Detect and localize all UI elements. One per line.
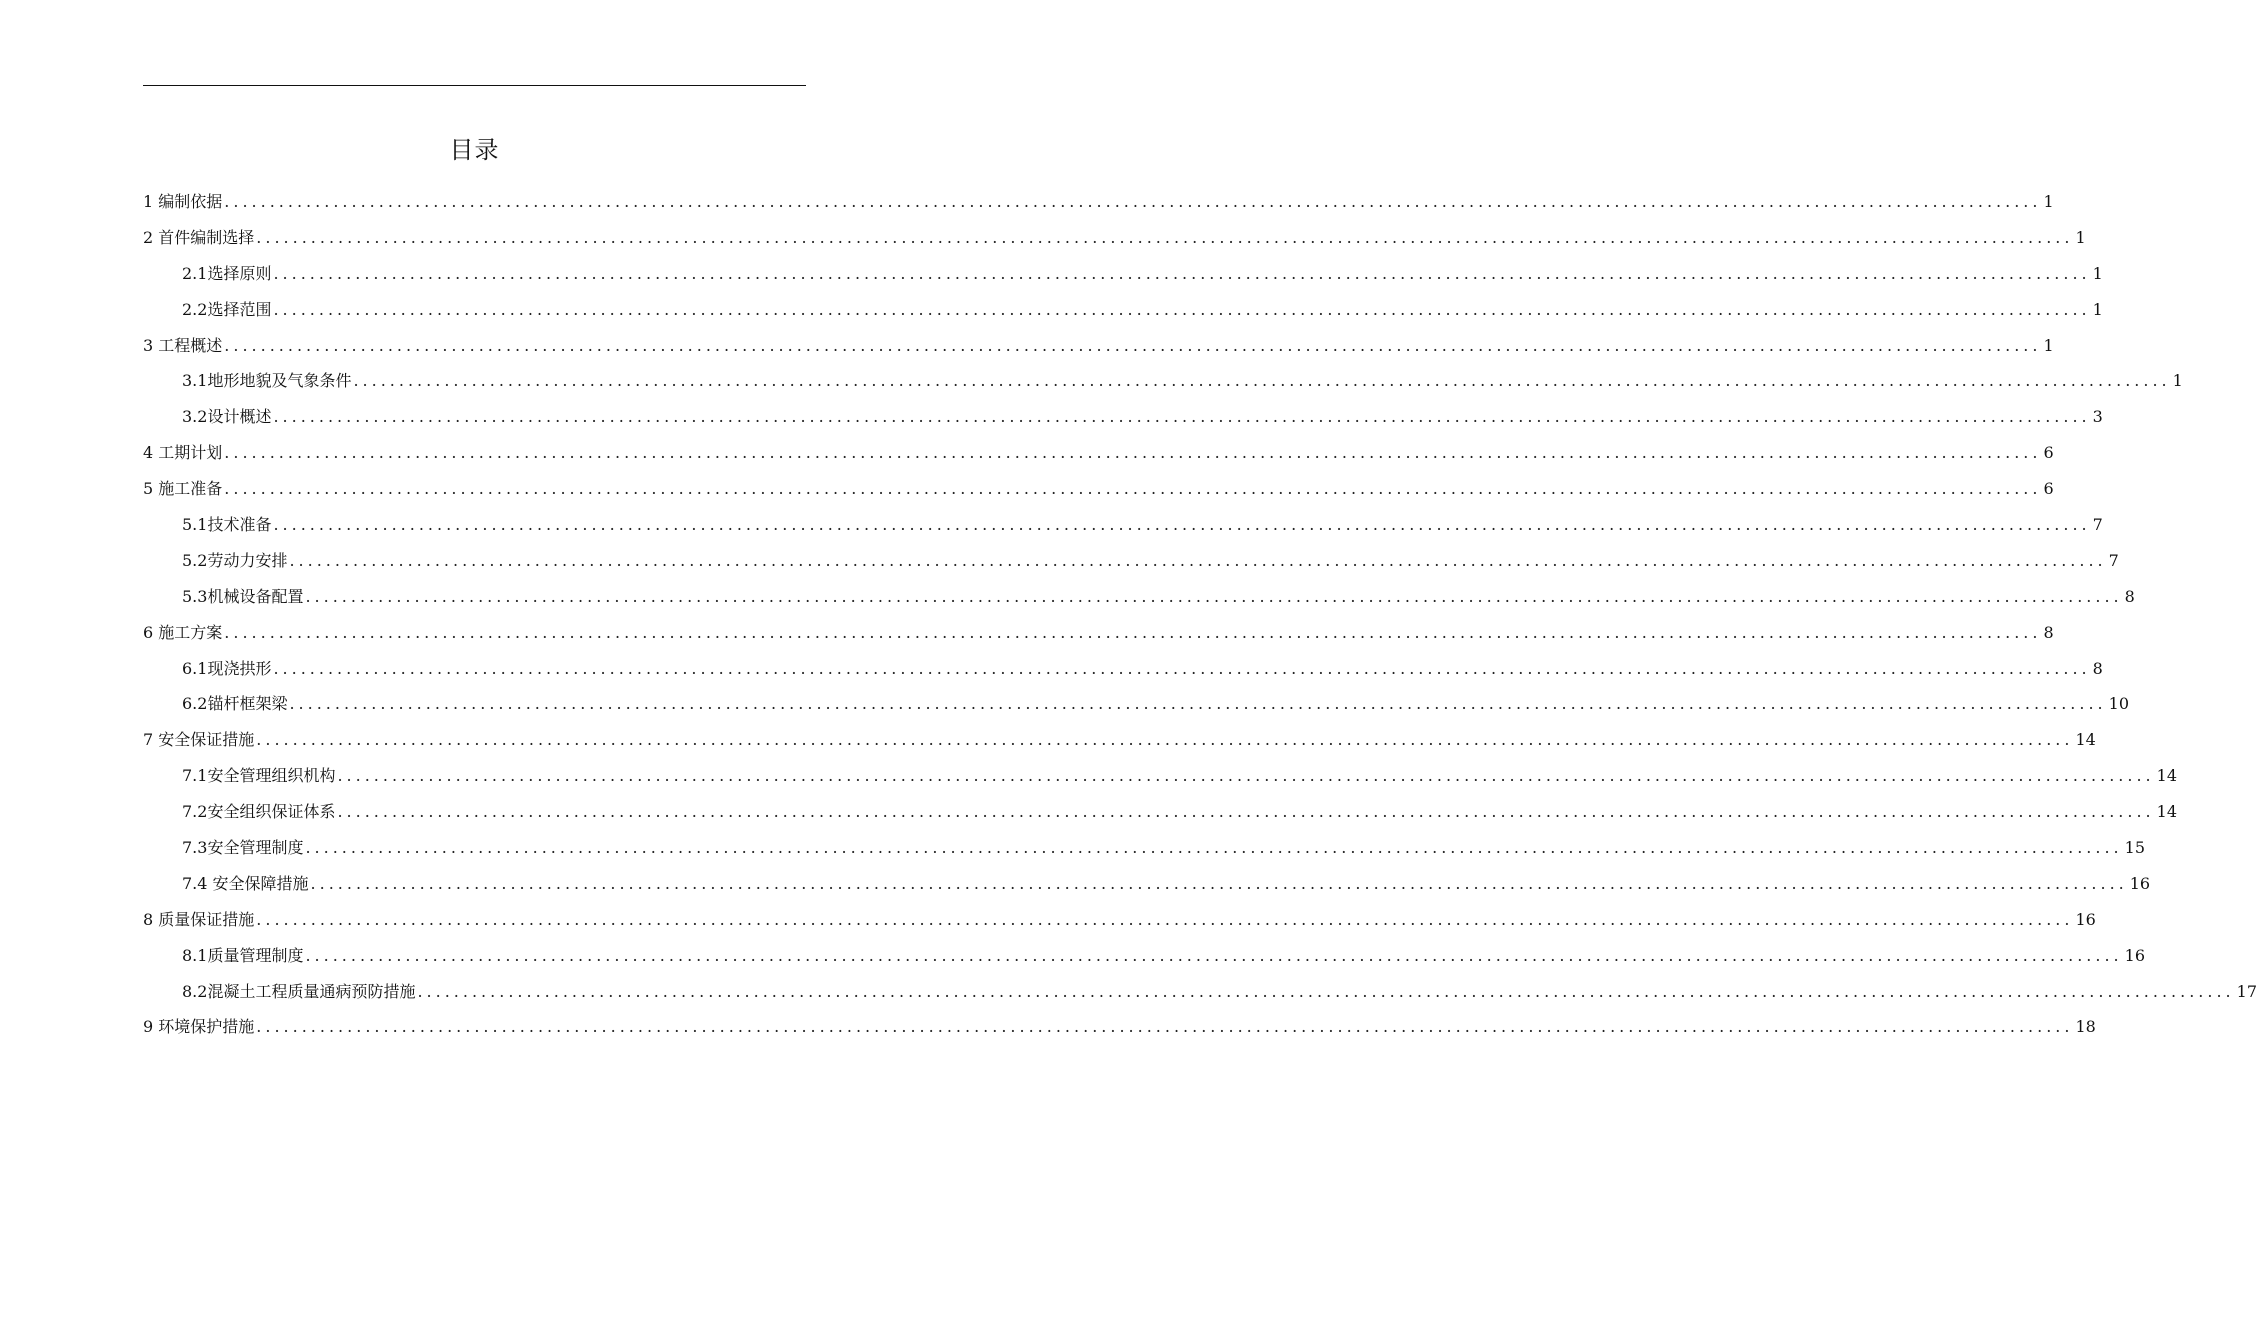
toc-entry-page: 16 <box>2124 945 2145 965</box>
dot-leader: ........................................................................................................................................................................................................ <box>224 443 2042 463</box>
toc-entry-label: 7 安全保证措施 <box>143 730 255 750</box>
dot-leader: ........................................................................................................................................................................................................ <box>273 515 2091 535</box>
toc-entry[interactable] <box>143 184 2054 220</box>
toc-entry-label: 2.2选择范围 <box>182 299 272 319</box>
toc-entry-page: 1 <box>2075 227 2086 247</box>
toc-entry[interactable] <box>143 902 2096 938</box>
toc-entry-page: 16 <box>2075 909 2096 929</box>
toc-entry-page: 10 <box>2108 694 2129 714</box>
dot-leader: ........................................................................................................................................................................................................ <box>224 335 2042 355</box>
dot-leader: ........................................................................................................................................................................................................ <box>289 550 2107 570</box>
toc-entry[interactable] <box>143 974 2257 1010</box>
toc-entry-label: 6.2锚杆框架梁 <box>182 694 288 714</box>
toc-entry-page: 3 <box>2092 407 2103 427</box>
toc-entry-page: 18 <box>2075 1017 2096 1037</box>
toc-entry-page: 14 <box>2075 730 2096 750</box>
toc-entry[interactable] <box>143 435 2054 471</box>
header-rule <box>143 85 806 86</box>
toc-entry-label: 5.3机械设备配置 <box>182 586 304 606</box>
toc-entry[interactable] <box>143 328 2054 364</box>
dot-leader: ........................................................................................................................................................................................................ <box>337 766 2155 786</box>
toc-entry-page: 7 <box>2108 550 2119 570</box>
dot-leader: ........................................................................................................................................................................................................ <box>273 299 2091 319</box>
toc-entry-label: 7.2安全组织保证体系 <box>182 802 336 822</box>
toc-entry[interactable] <box>143 579 2135 615</box>
toc-entry-label: 2 首件编制选择 <box>143 227 255 247</box>
toc-entry-label: 5.1技术准备 <box>182 515 272 535</box>
dot-leader: ........................................................................................................................................................................................................ <box>273 263 2091 283</box>
toc-entry[interactable] <box>143 399 2103 435</box>
dot-leader: ........................................................................................................................................................................................................ <box>305 586 2123 606</box>
dot-leader: ........................................................................................................................................................................................................ <box>353 371 2171 391</box>
toc-entry[interactable] <box>143 615 2054 651</box>
toc-entry[interactable] <box>143 543 2119 579</box>
dot-leader: ........................................................................................................................................................................................................ <box>305 838 2123 858</box>
toc-entry[interactable] <box>143 651 2103 687</box>
dot-leader: ........................................................................................................................................................................................................ <box>256 730 2074 750</box>
toc-entry-label: 7.3安全管理制度 <box>182 838 304 858</box>
toc-entry[interactable] <box>143 1009 2096 1045</box>
toc-entry-label: 8.2混凝土工程质量通病预防措施 <box>182 981 416 1001</box>
toc-entry-page: 17 <box>2236 981 2257 1001</box>
toc-entry-label: 8 质量保证措施 <box>143 909 255 929</box>
dot-leader: ........................................................................................................................................................................................................ <box>310 873 2128 893</box>
toc-entry[interactable] <box>143 292 2103 328</box>
toc-entry-label: 3.1地形地貌及气象条件 <box>182 371 352 391</box>
toc-entry-label: 3 工程概述 <box>143 335 223 355</box>
dot-leader: ........................................................................................................................................................................................................ <box>224 622 2042 642</box>
toc-entry[interactable] <box>143 830 2145 866</box>
toc-entry-label: 8.1质量管理制度 <box>182 945 304 965</box>
toc-entry-label: 5 施工准备 <box>143 479 223 499</box>
toc-entry[interactable] <box>143 938 2145 974</box>
dot-leader: ........................................................................................................................................................................................................ <box>289 694 2107 714</box>
toc-entry[interactable] <box>143 686 2129 722</box>
toc-list <box>143 184 2257 1045</box>
toc-entry-label: 6 施工方案 <box>143 622 223 642</box>
toc-entry-label: 6.1现浇拱形 <box>182 658 272 678</box>
dot-leader: ........................................................................................................................................................................................................ <box>256 909 2074 929</box>
toc-entry-page: 16 <box>2129 873 2151 893</box>
toc-entry-page: 8 <box>2092 658 2103 678</box>
dot-leader: ........................................................................................................................................................................................................ <box>417 981 2235 1001</box>
dot-leader: ........................................................................................................................................................................................................ <box>224 192 2042 211</box>
toc-entry-label: 1 编制依据 <box>143 192 223 211</box>
toc-entry-page: 14 <box>2156 766 2177 786</box>
toc-entry-page: 14 <box>2156 802 2177 822</box>
toc-entry-page: 1 <box>2172 371 2183 391</box>
dot-leader: ........................................................................................................................................................................................................ <box>273 407 2091 427</box>
toc-entry-page: 7 <box>2092 515 2103 535</box>
toc-entry-label: 7.4 安全保障措施 <box>182 873 309 893</box>
toc-entry-page: 6 <box>2043 479 2054 499</box>
toc-entry-page: 6 <box>2043 443 2054 463</box>
toc-entry-page: 1 <box>2043 335 2054 355</box>
toc-entry-label: 3.2设计概述 <box>182 407 272 427</box>
toc-entry-page: 1 <box>2092 299 2103 319</box>
toc-entry-label: 2.1选择原则 <box>182 263 272 283</box>
toc-entry[interactable] <box>143 220 2086 256</box>
toc-entry-page: 1 <box>2092 263 2103 283</box>
toc-entry[interactable] <box>143 758 2177 794</box>
toc-entry[interactable] <box>143 363 2183 399</box>
toc-entry[interactable] <box>143 256 2103 292</box>
dot-leader: ........................................................................................................................................................................................................ <box>273 658 2091 678</box>
toc-entry[interactable] <box>143 507 2103 543</box>
toc-entry-label: 9 环境保护措施 <box>143 1017 255 1037</box>
toc-entry-page: 15 <box>2124 838 2145 858</box>
dot-leader: ........................................................................................................................................................................................................ <box>256 227 2074 247</box>
toc-entry-page: 8 <box>2124 586 2135 606</box>
toc-entry-label: 5.2劳动力安排 <box>182 550 288 570</box>
toc-entry-page: 8 <box>2043 622 2054 642</box>
toc-entry-page: 1 <box>2043 192 2054 211</box>
dot-leader: ........................................................................................................................................................................................................ <box>256 1017 2074 1037</box>
dot-leader: ........................................................................................................................................................................................................ <box>305 945 2123 965</box>
toc-title: 目录 <box>449 136 500 164</box>
toc-entry[interactable] <box>143 722 2096 758</box>
dot-leader: ........................................................................................................................................................................................................ <box>337 802 2155 822</box>
toc-entry[interactable] <box>143 471 2054 507</box>
toc-entry-label: 4 工期计划 <box>143 443 223 463</box>
dot-leader: ........................................................................................................................................................................................................ <box>224 479 2042 499</box>
toc-entry[interactable] <box>143 866 2151 902</box>
toc-entry[interactable] <box>143 794 2177 830</box>
toc-entry-label: 7.1安全管理组织机构 <box>182 766 336 786</box>
